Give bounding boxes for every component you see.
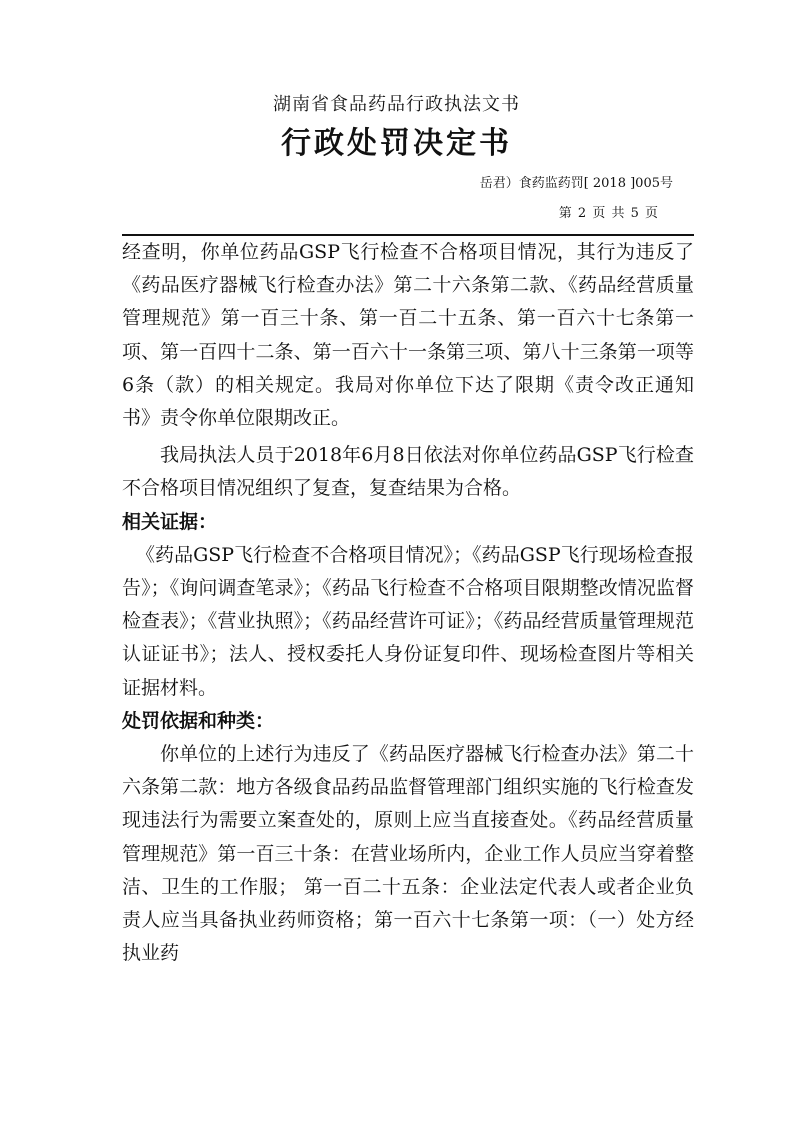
findings-paragraph: 经查明，你单位药品GSP飞行检查不合格项目情况，其行为违反了《药品医疗器械飞行检查办法》第二十六条第二款、《药品经营质量管理规范》第一百三十条、第一百二十五条、第一百六十七条第一项、第一百四十二条、第一百六十一条第三项、第八十三条第一项等6条（款）的相关规定。我局对你单位下达了限期《责令改正通知书》责令你单位限期改正。 <box>122 241 694 430</box>
evidence-paragraph: 《药品GSP飞行检查不合格项目情况》；《药品GSP飞行现场检查报告》；《询问调查笔录》；《药品飞行检查不合格项目限期整改情况监督检查表》；《营业执照》；《药品经营许可证》；《药品经营质量管理规范认证证书》；法人、授权委托人身份证复印件、现场检查图片等相关证据材料。 <box>122 543 694 699</box>
document-number: 岳君）食药监药罚[ 2018 ]005号 <box>479 176 673 191</box>
document-title: 行政处罚决定书 <box>281 126 512 161</box>
page-indicator: 第 2 页 共 5 页 <box>558 206 658 221</box>
penalty-basis-paragraph: 你单位的上述行为违反了《药品医疗器械飞行检查办法》第二十六条第二款：地方各级食品药品监督管理部门组织实施的飞行检查发现违法行为需要立案查处的，原则上应当直接查处。《药品经营质量管理规范》第一百三十条：在营业场所内，企业工作人员应当穿着整洁、卫生的工作服； 第一百二十五条：企业法定代表人或者企业负责人应当具备执业药师资格；第一百六十七条第一项：（一）处方经执业药 <box>122 743 694 965</box>
document-body <box>122 236 694 970</box>
review-paragraph: 我局执法人员于2018年6月8日依法对你单位药品GSP飞行检查不合格项目情况组织了复查，复查结果为合格。 <box>122 444 694 500</box>
evidence-heading: 相关证据： <box>122 510 218 533</box>
issuing-organization: 湖南省食品药品行政执法文书 <box>273 94 520 115</box>
penalty-basis-heading: 处罚依据和种类： <box>122 709 275 732</box>
